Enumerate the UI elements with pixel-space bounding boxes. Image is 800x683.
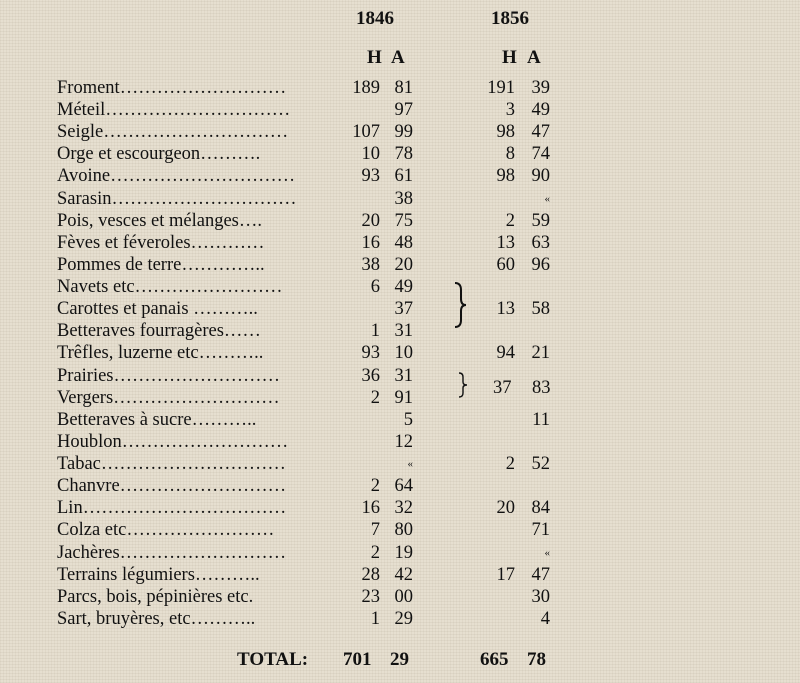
hectares-1846: 93 (361, 343, 380, 364)
hectares-1856: 94 (496, 343, 515, 364)
ares-1846: 12 (394, 431, 413, 452)
brace-large (452, 282, 468, 328)
table-row (0, 99, 800, 121)
ares-1846: 00 (394, 586, 413, 607)
ares-1856: 90 (531, 166, 550, 187)
total-a46: 29 (390, 649, 409, 670)
table-row (0, 77, 800, 99)
table-row (0, 497, 800, 519)
ares-1856: 30 (531, 586, 550, 607)
hectares-1846: 107 (352, 122, 380, 143)
table-row (0, 188, 800, 210)
ares-1856: « (544, 192, 550, 205)
crop-label: Navets etc…………………… (57, 277, 283, 298)
ares-1856: 58 (531, 299, 550, 320)
merged-h56: 37 (493, 378, 512, 398)
ares-1856: 52 (531, 454, 550, 475)
table-row (0, 342, 800, 364)
ares-1846: 78 (394, 144, 413, 165)
crop-label: Sarasin………………………… (57, 188, 297, 209)
crop-label: Froment……………………… (57, 78, 287, 98)
hectares-1846: 2 (370, 387, 380, 408)
table-row (0, 608, 800, 630)
table-row (0, 519, 800, 541)
ares-1846: 64 (394, 476, 413, 497)
ares-1856: 59 (531, 210, 550, 231)
ares-1856: 21 (531, 343, 550, 364)
crop-label: Carottes et panais ……….. (57, 299, 258, 320)
hectares-1846: 2 (370, 542, 380, 563)
ares-1846: 99 (394, 122, 413, 143)
table-row (0, 387, 800, 409)
hectares-1856: 3 (505, 100, 515, 121)
ares-1856: 11 (532, 409, 550, 430)
hectares-1856: 60 (496, 254, 515, 275)
table-row (0, 320, 800, 342)
hectares-1846: 6 (370, 277, 380, 298)
crop-label: Chanvre……………………… (57, 476, 287, 497)
ares-1846: 19 (394, 542, 413, 563)
ares-1856: 96 (531, 254, 550, 275)
hectares-1856: 13 (496, 232, 515, 253)
ares-1846: 31 (394, 365, 413, 386)
crop-label: Lin…………………………… (57, 498, 287, 519)
crop-label: Sart, bruyères, etc……….. (57, 608, 256, 629)
table-row (0, 542, 800, 564)
hectares-1846: 38 (361, 254, 380, 275)
crop-label: Betteraves fourragères…… (57, 321, 261, 342)
total-label: TOTAL: (237, 649, 309, 670)
ares-1846: 42 (394, 564, 413, 585)
ares-1846: « (407, 458, 413, 471)
total-h56: 665 (480, 649, 509, 670)
ares-1856: 4 (540, 608, 550, 629)
table-row (0, 453, 800, 475)
ares-1846: 81 (394, 78, 413, 98)
hectares-1856: 8 (505, 144, 515, 165)
crop-label: Prairies……………………… (57, 365, 281, 386)
hectares-1856: 20 (496, 498, 515, 519)
crop-label: Parcs, bois, pépinières etc. (57, 586, 254, 607)
hectares-1856: 2 (505, 210, 515, 231)
ares-1856: 47 (531, 564, 550, 585)
ares-1846: 38 (394, 188, 413, 209)
crop-label: Pois, vesces et mélanges…. (57, 210, 262, 231)
hectares-1846: 1 (370, 321, 380, 342)
year-1856-header: 1856 (491, 8, 529, 29)
crop-label: Méteil………………………… (57, 100, 291, 121)
hectares-1846: 10 (361, 144, 380, 165)
crop-label: Houblon……………………… (57, 431, 289, 452)
table-row (0, 232, 800, 254)
table-row (0, 586, 800, 608)
ares-1846: 5 (403, 409, 413, 430)
hectares-1856: 13 (496, 299, 515, 320)
total-a56: 78 (527, 649, 546, 670)
hectares-1846: 2 (370, 476, 380, 497)
table-row (0, 431, 800, 453)
ares-1846: 49 (394, 277, 413, 298)
ares-1856: « (544, 546, 550, 559)
hectares-1846: 7 (370, 520, 380, 541)
crop-label: Fèves et féveroles………… (57, 232, 265, 253)
hectares-1846: 16 (361, 498, 380, 519)
table-row (0, 409, 800, 431)
table-row (0, 365, 800, 387)
crop-label: Betteraves à sucre……….. (57, 409, 257, 430)
ares-1846: 37 (394, 299, 413, 320)
crop-label: Seigle………………………… (57, 122, 289, 143)
table-row (0, 475, 800, 497)
hectares-1846: 189 (352, 78, 380, 98)
ares-1856: 84 (531, 498, 550, 519)
table-row (0, 564, 800, 586)
table-row (0, 254, 800, 276)
table-row (0, 121, 800, 143)
ares-1846: 32 (394, 498, 413, 519)
hectares-1846: 36 (361, 365, 380, 386)
ares-1846: 80 (394, 520, 413, 541)
table-row (0, 276, 800, 298)
crop-label: Colza etc…………………… (57, 520, 275, 541)
ares-1846-header: A (391, 47, 405, 68)
ares-1846: 29 (394, 608, 413, 629)
ares-1846: 10 (394, 343, 413, 364)
ares-1846: 97 (394, 100, 413, 121)
year-1846-header: 1846 (356, 8, 394, 29)
ares-1856: 74 (531, 144, 550, 165)
hectares-1856: 98 (496, 166, 515, 187)
ares-1856: 71 (531, 520, 550, 541)
hectares-1856-header: H (502, 47, 517, 68)
crop-label: Orge et escourgeon………. (57, 144, 261, 165)
table-row (0, 165, 800, 187)
table-row (0, 210, 800, 232)
table-row (0, 143, 800, 165)
ares-1856: 39 (531, 78, 550, 98)
hectares-1856: 17 (496, 564, 515, 585)
hectares-1846: 1 (370, 608, 380, 629)
crop-label: Jachères……………………… (57, 542, 287, 563)
ares-1846: 91 (394, 387, 413, 408)
crop-label: Avoine………………………… (57, 166, 296, 187)
ares-1846: 48 (394, 232, 413, 253)
total-h46: 701 (343, 649, 372, 670)
ares-1846: 20 (394, 254, 413, 275)
crop-label: Trêfles, luzerne etc……….. (57, 343, 264, 364)
table-row (0, 298, 800, 320)
ares-1846: 75 (394, 210, 413, 231)
hectares-1856: 98 (496, 122, 515, 143)
merged-a56: 83 (532, 378, 551, 398)
hectares-1856: 191 (487, 78, 515, 98)
hectares-1846-header: H (367, 47, 382, 68)
crop-label: Vergers……………………… (57, 387, 280, 408)
ares-1856-header: A (527, 47, 541, 68)
crop-label: Pommes de terre………….. (57, 254, 265, 275)
ares-1856: 49 (531, 100, 550, 121)
hectares-1846: 23 (361, 586, 380, 607)
crop-label: Tabac………………………… (57, 454, 286, 475)
hectares-1846: 16 (361, 232, 380, 253)
hectares-1846: 93 (361, 166, 380, 187)
ares-1856: 47 (531, 122, 550, 143)
ares-1846: 61 (394, 166, 413, 187)
ares-1846: 31 (394, 321, 413, 342)
hectares-1856: 2 (505, 454, 515, 475)
hectares-1846: 20 (361, 210, 380, 231)
ares-1856: 63 (531, 232, 550, 253)
hectares-1846: 28 (361, 564, 380, 585)
brace-small (457, 372, 469, 398)
crop-label: Terrains légumiers……….. (57, 564, 260, 585)
